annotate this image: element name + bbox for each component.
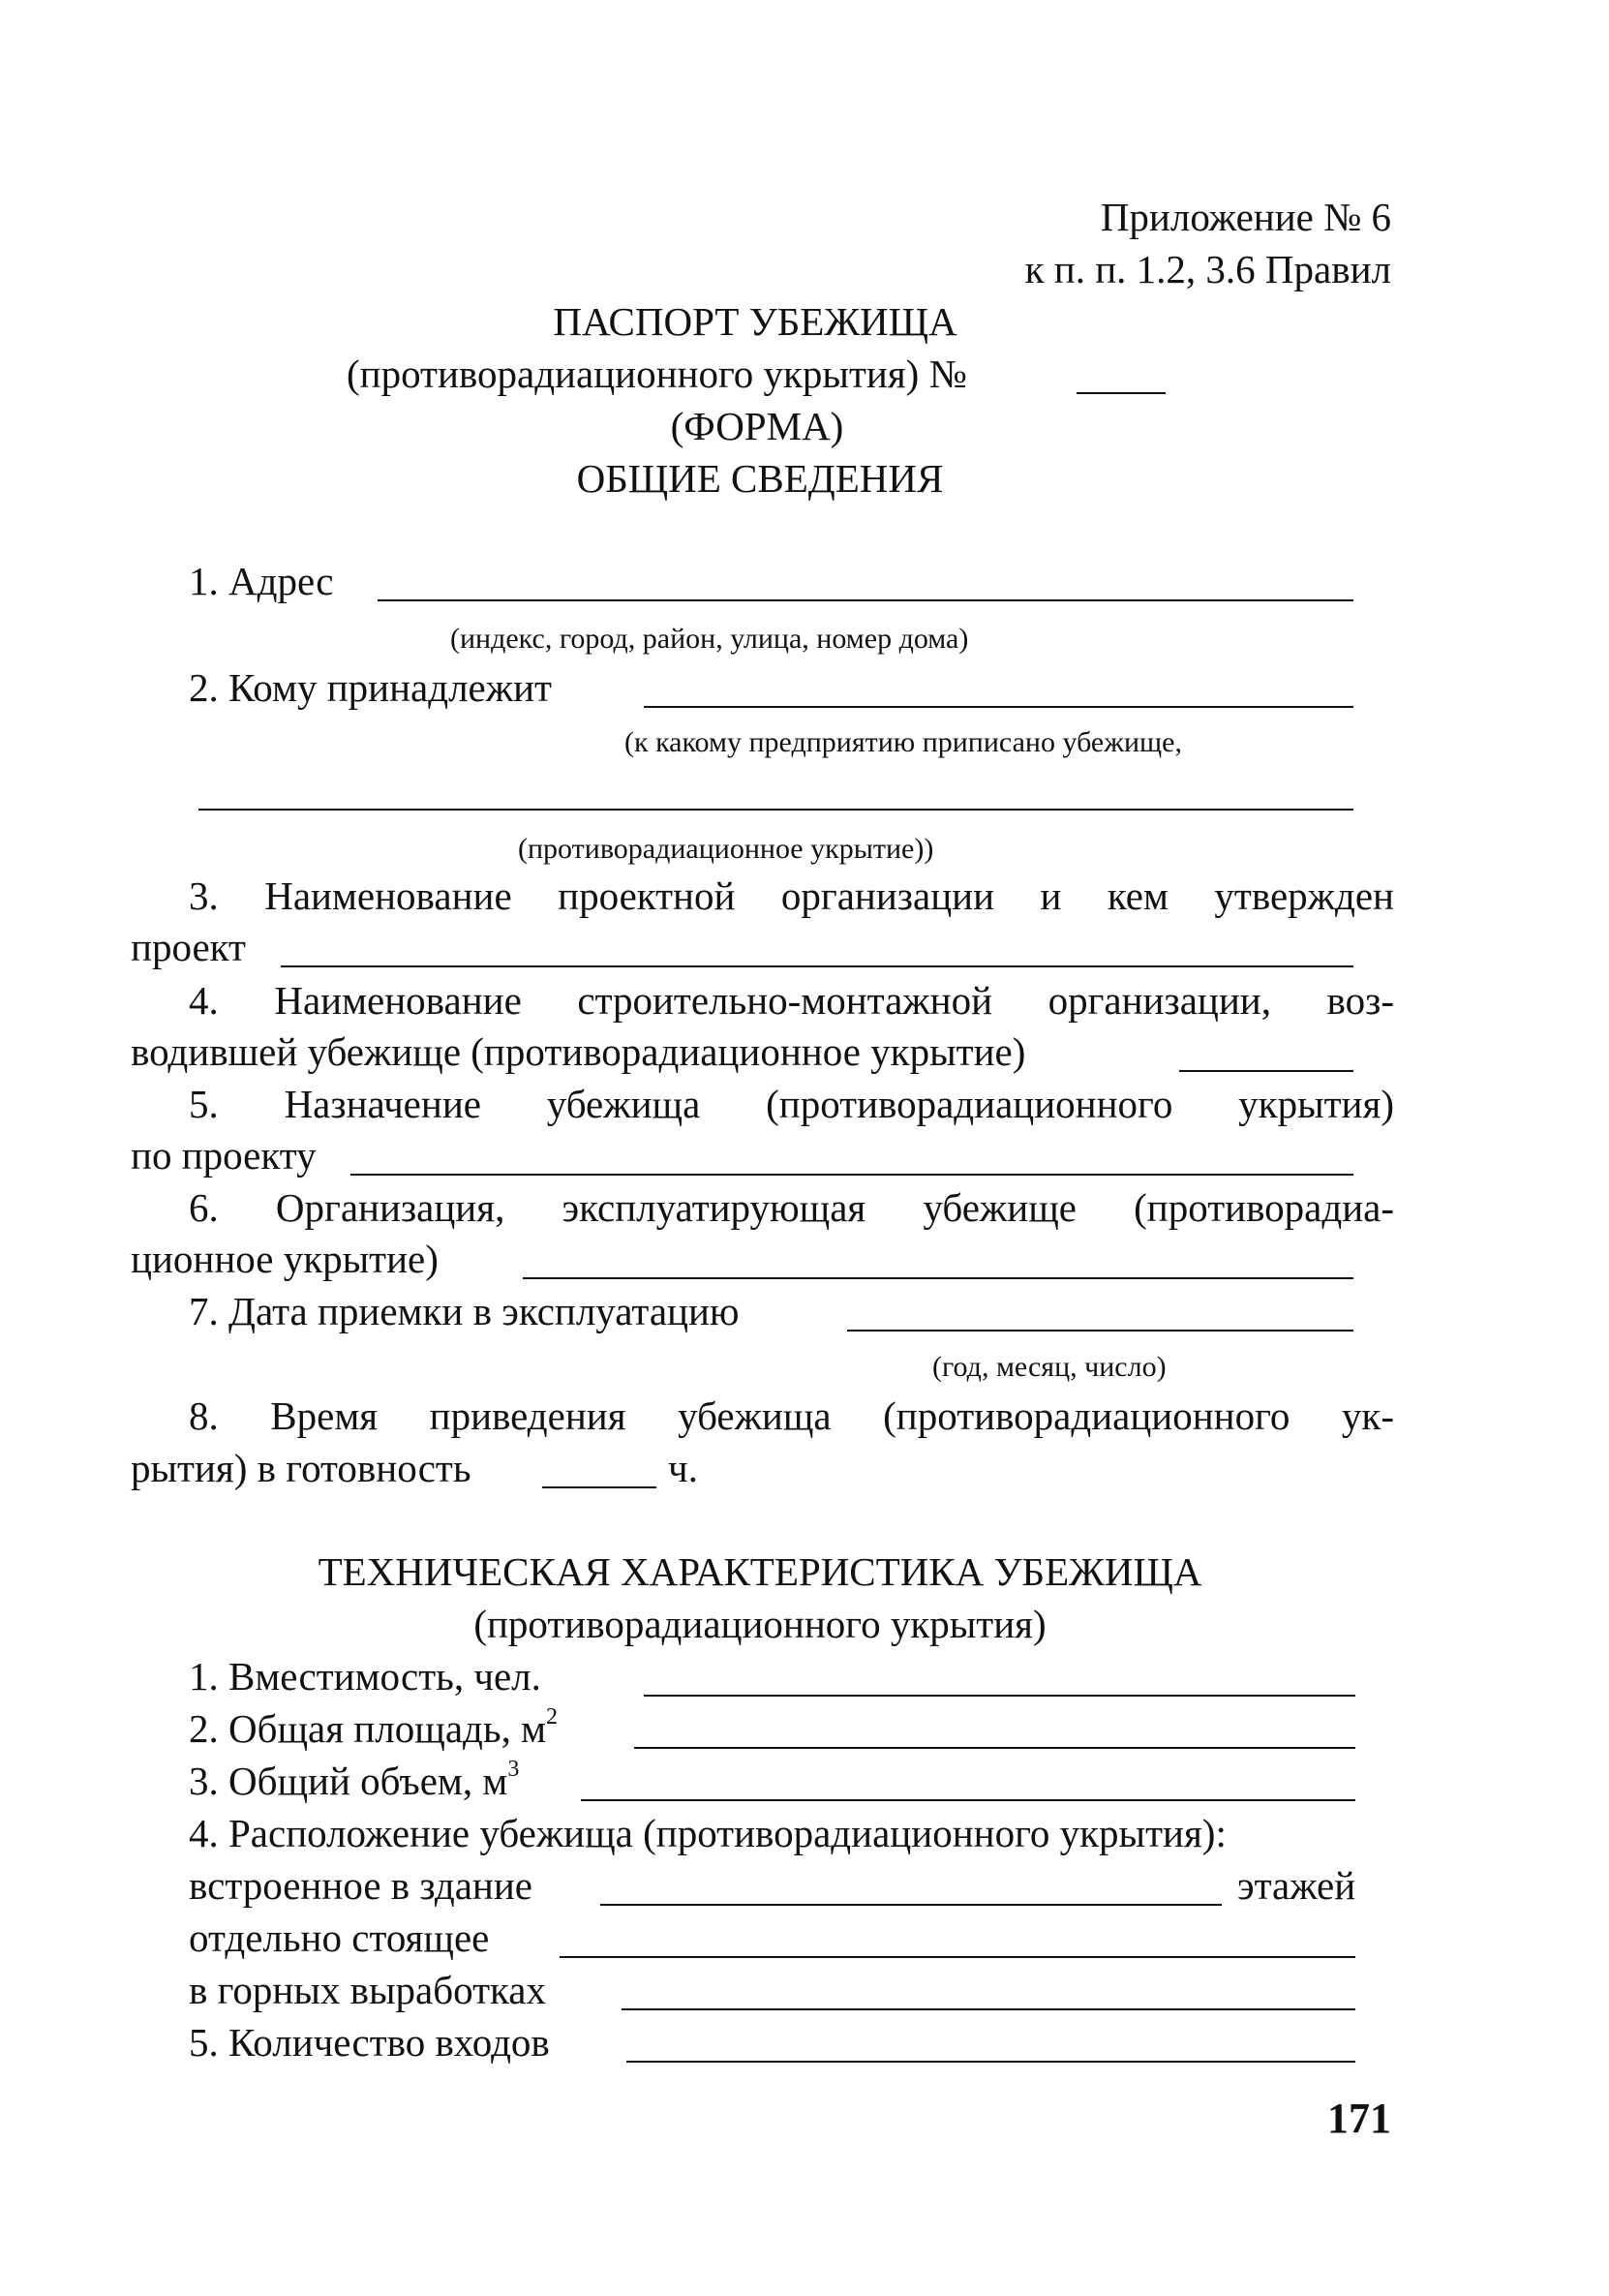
- location-label: 4. Расположение убежища (противорадиационного укрытия):: [189, 1811, 1227, 1855]
- volume-unit-superscript: 3: [507, 1757, 520, 1783]
- entrances-label: 5. Количество входов: [189, 2020, 550, 2065]
- owner-field[interactable]: [644, 706, 1353, 708]
- readiness-label: 8. Время приведения убежища (противорадиационного ук-: [189, 1393, 1394, 1438]
- design-org-label-line2: проект: [131, 925, 246, 969]
- builder-label-line2: водившей убежище (противорадиационное укрытие): [131, 1029, 1026, 1074]
- page-number: 171: [1327, 2095, 1391, 2142]
- mines-label: в горных выработках: [189, 1968, 546, 2012]
- capacity-label: 1. Вместимость, чел.: [189, 1654, 541, 1699]
- readiness-label-line2: рытия) в готовность: [131, 1446, 471, 1490]
- form-label: (ФОРМА): [670, 404, 844, 448]
- acceptance-date-field[interactable]: [847, 1330, 1353, 1332]
- standalone-field[interactable]: [560, 1956, 1355, 1958]
- area-field[interactable]: [634, 1747, 1355, 1749]
- volume-field[interactable]: [581, 1799, 1355, 1801]
- entrances-field[interactable]: [626, 2061, 1355, 2063]
- section-title-technical: ТЕХНИЧЕСКАЯ ХАРАКТЕРИСТИКА УБЕЖИЩА: [318, 1549, 1202, 1594]
- operator-field[interactable]: [523, 1277, 1353, 1279]
- shelter-number-field[interactable]: [1077, 392, 1166, 394]
- readiness-hours-field[interactable]: [542, 1486, 656, 1488]
- mines-field[interactable]: [622, 2008, 1355, 2010]
- builtin-floors-field[interactable]: [600, 1904, 1222, 1906]
- design-org-label: 3. Наименование проектной организации и кем утвержден: [189, 873, 1394, 918]
- builtin-unit: этажей: [1237, 1863, 1356, 1908]
- appendix-reference: к п. п. 1.2, 3.6 Правил: [1024, 247, 1391, 291]
- owner-label: 2. Кому принадлежит: [189, 665, 552, 710]
- owner-hint-line2: (противорадиационное укрытие)): [518, 833, 934, 865]
- owner-field-line2[interactable]: [198, 809, 1353, 811]
- operator-label-line2: ционное укрытие): [131, 1237, 439, 1281]
- purpose-label: 5. Назначение убежища (противорадиационного укрытия): [189, 1082, 1394, 1126]
- area-label: 2. Общая площадь, $м^2$: [189, 1704, 559, 1751]
- appendix-number: Приложение № 6: [1100, 195, 1391, 239]
- document-title: ПАСПОРТ УБЕЖИЩА: [553, 299, 957, 344]
- address-field[interactable]: [378, 599, 1353, 601]
- operator-label: 6. Организация, эксплуатирующая убежище (противорадиа-: [189, 1185, 1394, 1230]
- builder-label: 4. Наименование строительно-монтажной организации, воз-: [189, 978, 1394, 1023]
- area-unit-superscript: 2: [546, 1704, 559, 1730]
- address-label: 1. Адрес: [189, 559, 334, 603]
- section-title-general: ОБЩИЕ СВЕДЕНИЯ: [576, 456, 944, 501]
- standalone-label: отдельно стоящее: [189, 1915, 490, 1960]
- volume-label: 3. Общий объем, $м^3$: [189, 1757, 520, 1803]
- owner-hint-line1: (к какому предприятию приписано убежище,: [624, 726, 1182, 758]
- builder-field[interactable]: [1179, 1070, 1353, 1072]
- acceptance-hint: (год, месяц, число): [932, 1351, 1167, 1383]
- address-hint: (индекс, город, район, улица, номер дома): [450, 623, 969, 655]
- document-subtitle: (противорадиационного укрытия) №: [347, 352, 967, 396]
- builtin-label: встроенное в здание: [189, 1863, 532, 1908]
- readiness-unit: ч.: [668, 1446, 698, 1490]
- section-subtitle-technical: (противорадиационного укрытия): [473, 1602, 1047, 1646]
- design-org-field[interactable]: [281, 965, 1353, 967]
- capacity-field[interactable]: [644, 1695, 1355, 1697]
- purpose-field[interactable]: [350, 1174, 1353, 1176]
- acceptance-label: 7. Дата приемки в эксплуатацию: [189, 1289, 740, 1333]
- purpose-label-line2: по проекту: [131, 1133, 317, 1178]
